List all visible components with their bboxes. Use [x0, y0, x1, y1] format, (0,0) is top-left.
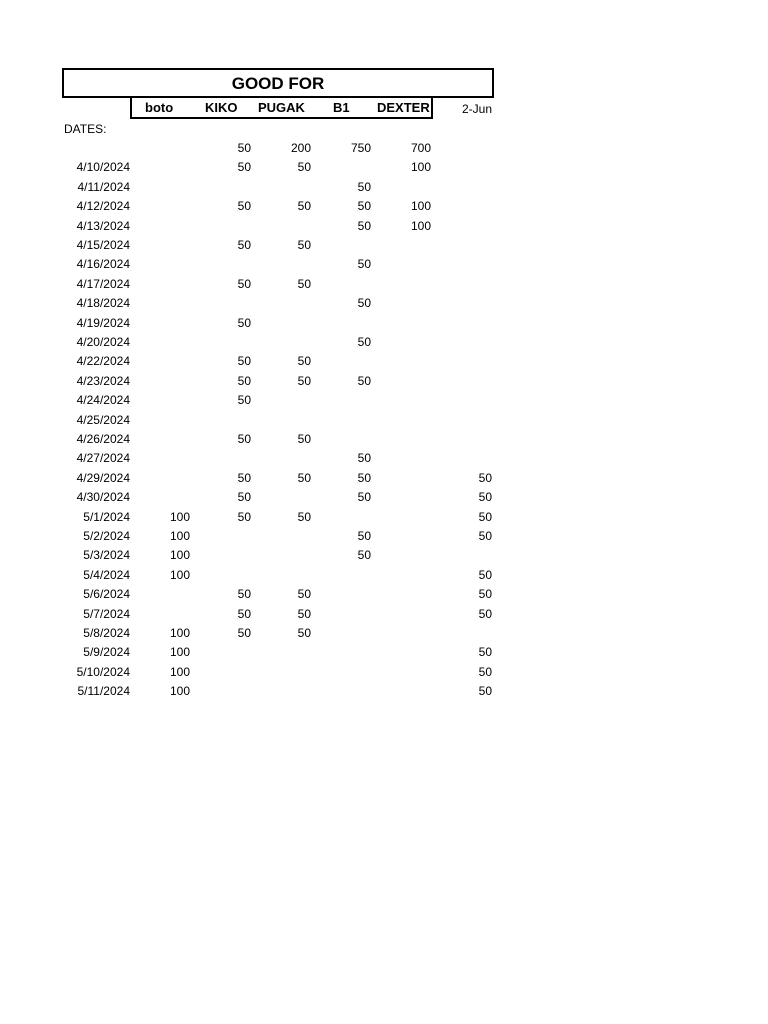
dexter-cell: 700: [410, 141, 431, 155]
boto-cell: 100: [169, 684, 190, 699]
kiko-cell: 50: [237, 432, 251, 446]
date-cell: 4/17/2024: [76, 276, 130, 291]
boto-cell: 100: [169, 645, 190, 660]
date-cell: 4/27/2024: [76, 451, 130, 466]
b1-cell: 50: [357, 179, 371, 194]
b1-cell: 50: [357, 257, 371, 272]
date-cell: 5/9/2024: [83, 645, 130, 660]
pugak-cell: 50: [297, 354, 311, 369]
pugak-cell: 50: [297, 238, 311, 252]
b1-cell: 50: [357, 470, 371, 485]
header-kiko: KIKO: [205, 100, 238, 115]
date-cell: 4/22/2024: [76, 354, 130, 369]
kiko-cell: 50: [237, 509, 251, 524]
date-cell: 4/25/2024: [76, 412, 130, 427]
pugak-cell: 50: [297, 276, 311, 291]
table-row: [62, 469, 494, 488]
header-date: 2-Jun: [461, 102, 492, 116]
header-b1: B1: [333, 100, 350, 115]
date-cell: 5/3/2024: [83, 548, 130, 563]
date-cell: 4/11/2024: [77, 179, 130, 194]
kiko-cell: 50: [237, 354, 251, 369]
dexter-cell: 100: [410, 199, 431, 214]
table-row: [62, 314, 494, 333]
date-cell: 5/1/2024: [83, 509, 130, 524]
header-boto: boto: [145, 100, 174, 115]
table-row: [62, 333, 494, 352]
table-row: [62, 585, 494, 604]
date-cell: 5/10/2024: [76, 664, 130, 679]
table-row: [62, 391, 494, 410]
table-row: [62, 624, 494, 643]
date-cell: 5/6/2024: [83, 587, 130, 602]
boto-cell: 100: [169, 626, 190, 640]
boto-cell: 100: [169, 664, 190, 679]
table-row: [62, 178, 494, 197]
table-row: [62, 294, 494, 313]
extra-cell: 50: [478, 567, 492, 582]
dexter-cell: 100: [410, 218, 431, 233]
header-pugak: PUGAK: [258, 100, 305, 115]
pugak-cell: 50: [297, 432, 311, 446]
date-cell: 4/20/2024: [76, 335, 130, 349]
header-dexter: DEXTER: [377, 100, 430, 115]
kiko-cell: 50: [237, 470, 251, 485]
pugak-cell: 200: [290, 141, 311, 155]
date-cell: 4/23/2024: [76, 373, 130, 388]
table-row: [62, 275, 494, 294]
date-cell: 4/19/2024: [76, 315, 130, 330]
date-cell: 4/24/2024: [76, 393, 130, 408]
kiko-cell: 50: [237, 587, 251, 602]
table-row: [62, 352, 494, 371]
table-row: [62, 255, 494, 274]
table-row: [62, 449, 494, 468]
date-cell: 5/8/2024: [83, 626, 130, 640]
table-row: [62, 236, 494, 255]
b1-cell: 50: [357, 529, 371, 543]
date-cell: 4/16/2024: [76, 257, 130, 272]
pugak-cell: 50: [297, 160, 311, 175]
pugak-cell: 50: [297, 199, 311, 214]
extra-cell: 50: [478, 684, 492, 699]
date-cell: 4/13/2024: [76, 218, 130, 233]
pugak-cell: 50: [297, 587, 311, 602]
date-cell: 5/2/2024: [83, 529, 130, 543]
dates-label: DATES:: [64, 122, 107, 136]
extra-cell: 50: [478, 606, 492, 621]
date-cell: 5/4/2024: [83, 567, 130, 582]
table-row: [62, 605, 494, 624]
b1-cell: 50: [357, 296, 371, 311]
extra-cell: 50: [478, 490, 492, 505]
extra-cell: 50: [478, 664, 492, 679]
table-row: [62, 566, 494, 585]
kiko-cell: 50: [237, 141, 251, 155]
kiko-cell: 50: [237, 160, 251, 175]
table-row: [62, 546, 494, 565]
table-row: [62, 217, 494, 236]
table-row: [62, 527, 494, 546]
kiko-cell: 50: [237, 199, 251, 214]
b1-cell: 50: [357, 451, 371, 466]
b1-cell: 50: [357, 373, 371, 388]
boto-cell: 100: [169, 509, 190, 524]
pugak-cell: 50: [297, 373, 311, 388]
kiko-cell: 50: [237, 276, 251, 291]
table-row: [62, 682, 494, 701]
kiko-cell: 50: [237, 626, 251, 640]
date-cell: 4/15/2024: [76, 238, 130, 252]
sheet-title: GOOD FOR: [62, 68, 494, 98]
date-cell: 4/29/2024: [76, 470, 130, 485]
table-row: [62, 643, 494, 662]
pugak-cell: 50: [297, 626, 311, 640]
date-cell: 5/11/2024: [77, 684, 130, 699]
b1-cell: 50: [357, 199, 371, 214]
table-row: [62, 663, 494, 682]
extra-cell: 50: [478, 645, 492, 660]
date-cell: 4/12/2024: [76, 199, 130, 214]
b1-cell: 50: [357, 548, 371, 563]
kiko-cell: 50: [237, 238, 251, 252]
date-cell: 4/10/2024: [76, 160, 130, 175]
b1-cell: 50: [357, 218, 371, 233]
boto-cell: 100: [169, 548, 190, 563]
table-row: [62, 372, 494, 391]
table-row: [62, 158, 494, 177]
extra-cell: 50: [478, 509, 492, 524]
pugak-cell: 50: [297, 470, 311, 485]
kiko-cell: 50: [237, 315, 251, 330]
b1-cell: 50: [357, 490, 371, 505]
table-row: [62, 508, 494, 527]
boto-cell: 100: [169, 567, 190, 582]
pugak-cell: 50: [297, 509, 311, 524]
table-row: [62, 411, 494, 430]
date-cell: 4/30/2024: [76, 490, 130, 505]
extra-cell: 50: [478, 470, 492, 485]
boto-cell: 100: [169, 529, 190, 543]
kiko-cell: 50: [237, 393, 251, 408]
date-cell: 5/7/2024: [83, 606, 130, 621]
kiko-cell: 50: [237, 490, 251, 505]
date-cell: 4/26/2024: [76, 432, 130, 446]
date-cell: 4/18/2024: [76, 296, 130, 311]
kiko-cell: 50: [237, 373, 251, 388]
pugak-cell: 50: [297, 606, 311, 621]
table-row: [62, 197, 494, 216]
extra-cell: 50: [478, 529, 492, 543]
dexter-cell: 100: [410, 160, 431, 175]
kiko-cell: 50: [237, 606, 251, 621]
b1-cell: 750: [350, 141, 371, 155]
table-row: [62, 430, 494, 449]
b1-cell: 50: [357, 335, 371, 349]
table-row: [62, 488, 494, 507]
extra-cell: 50: [478, 587, 492, 602]
table-row: [62, 139, 494, 158]
